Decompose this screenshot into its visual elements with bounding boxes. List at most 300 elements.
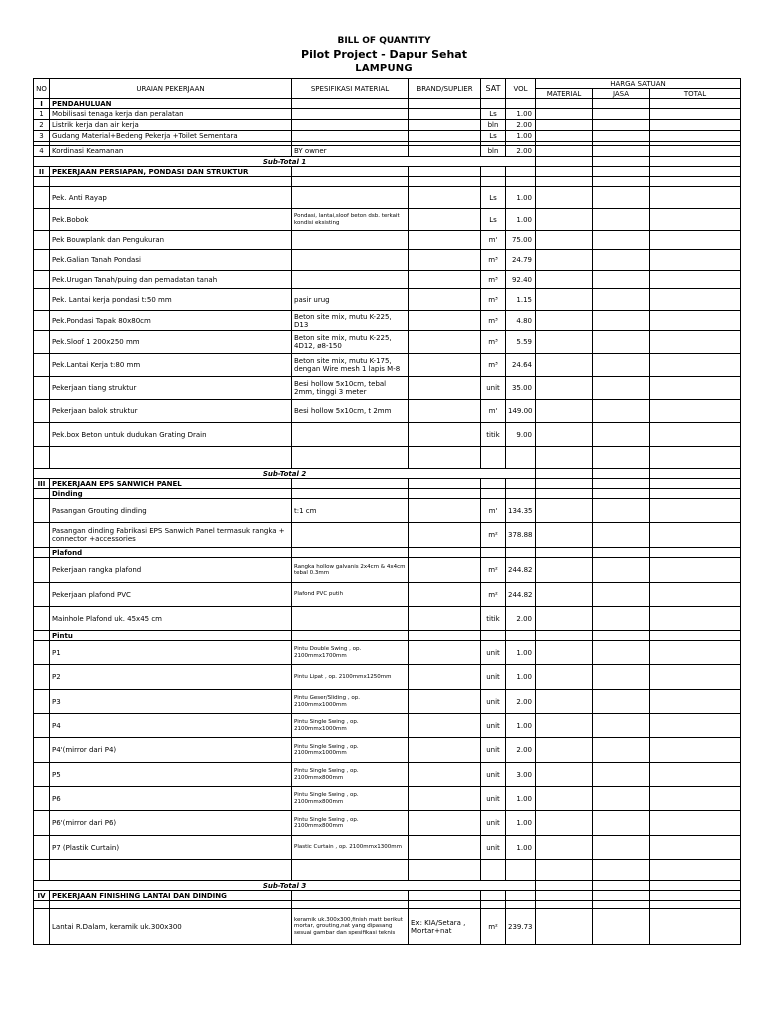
empty-cell (650, 177, 741, 187)
row-number (34, 665, 50, 690)
item-volume: 4.80 (506, 311, 536, 331)
empty-cell (481, 901, 506, 909)
group-row (34, 489, 741, 499)
empty-cell (650, 99, 741, 109)
price-total (650, 763, 741, 787)
empty-cell (409, 479, 481, 489)
price-total (650, 738, 741, 763)
item-spec: Pintu Lipat , op. 2100mmx1250mm (292, 665, 409, 690)
price-total (650, 250, 741, 271)
item-spec: keramik uk.300x300,finish matt berikut mortar, grouting,nat yang dipasang sesuai gambar dan spesifikasi teknis (292, 909, 409, 945)
item-spec: Rangka hollow galvanis 2x4cm & 4x4cm tebal 0.3mm (292, 558, 409, 583)
item-description: Pek.box Beton untuk dudukan Grating Drain (50, 423, 292, 447)
price-jasa (593, 714, 650, 738)
item-description: Listrik kerja dan air kerja (50, 120, 292, 131)
item-row (34, 690, 741, 714)
item-row (34, 811, 741, 836)
empty-cell (34, 177, 50, 187)
empty-cell (650, 901, 741, 909)
item-row (34, 354, 741, 377)
item-spec: Pintu Single Swing , op. 2100mmx800mm (292, 811, 409, 836)
col-brand: BRAND/SUPLIER (409, 79, 481, 99)
price-total (650, 665, 741, 690)
empty-cell (650, 469, 741, 479)
item-row (34, 738, 741, 763)
item-row (34, 400, 741, 423)
empty-cell (593, 631, 650, 641)
row-number (34, 289, 50, 311)
empty-cell (292, 479, 409, 489)
item-spec: Beton site mix, mutu K-225, D13 (292, 311, 409, 331)
item-volume: 1.15 (506, 289, 536, 311)
empty-cell (506, 489, 536, 499)
row-number (34, 690, 50, 714)
item-brand (409, 146, 481, 157)
empty-cell (409, 891, 481, 901)
row-number (34, 489, 50, 499)
item-row (34, 146, 741, 157)
price-total (650, 714, 741, 738)
section-row (34, 99, 741, 109)
item-brand (409, 271, 481, 289)
group-title: Pintu (50, 631, 292, 641)
price-jasa (593, 271, 650, 289)
item-volume: 2.00 (506, 607, 536, 631)
item-brand: Ex: KIA/Setara , Mortar+nat (409, 909, 481, 945)
item-spec: t:1 cm (292, 499, 409, 523)
empty-cell (481, 860, 506, 881)
price-total (650, 109, 741, 120)
price-jasa (593, 289, 650, 311)
item-unit: Ls (481, 209, 506, 231)
col-material: MATERIAL (536, 89, 593, 99)
price-total (650, 909, 741, 945)
item-row (34, 311, 741, 331)
item-spec: Pintu Geser/Sliding , op. 2100mmx1000mm (292, 690, 409, 714)
row-number (34, 787, 50, 811)
empty-cell (593, 489, 650, 499)
price-total (650, 499, 741, 523)
item-unit: Ls (481, 131, 506, 142)
item-volume: 1.00 (506, 665, 536, 690)
price-material (536, 423, 593, 447)
price-material (536, 400, 593, 423)
price-material (536, 289, 593, 311)
item-volume: 35.00 (506, 377, 536, 400)
item-brand (409, 354, 481, 377)
item-description: P6'(mirror dari P6) (50, 811, 292, 836)
empty-cell (409, 548, 481, 558)
col-uraian: URAIAN PEKERJAAN (50, 79, 292, 99)
section-title: PENDAHULUAN (50, 99, 292, 109)
empty-cell (481, 891, 506, 901)
row-number (34, 607, 50, 631)
empty-cell (409, 860, 481, 881)
item-row (34, 271, 741, 289)
item-row (34, 523, 741, 548)
price-jasa (593, 187, 650, 209)
price-material (536, 641, 593, 665)
item-description: Pekerjaan rangka plafond (50, 558, 292, 583)
empty-cell (292, 860, 409, 881)
empty-cell (536, 469, 593, 479)
price-total (650, 331, 741, 354)
price-material (536, 836, 593, 860)
item-spec: Plafond PVC putih (292, 583, 409, 607)
row-number (34, 558, 50, 583)
item-brand (409, 641, 481, 665)
item-volume: 1.00 (506, 811, 536, 836)
empty-cell (409, 631, 481, 641)
price-jasa (593, 131, 650, 142)
price-material (536, 607, 593, 631)
section-title: PEKERJAAN FINISHING LANTAI DAN DINDING (50, 891, 292, 901)
empty-cell (481, 631, 506, 641)
row-number (34, 377, 50, 400)
item-row (34, 231, 741, 250)
item-unit: unit (481, 641, 506, 665)
price-total (650, 209, 741, 231)
price-total (650, 311, 741, 331)
item-brand (409, 763, 481, 787)
item-row (34, 641, 741, 665)
item-description: Pek.Galian Tanah Pondasi (50, 250, 292, 271)
price-material (536, 250, 593, 271)
empty-cell (50, 447, 292, 469)
price-total (650, 607, 741, 631)
subtotal-label: Sub-Total 1 (34, 157, 536, 167)
price-total (650, 558, 741, 583)
item-spec: Pintu Single Swing , op. 2100mmx1000mm (292, 714, 409, 738)
price-material (536, 583, 593, 607)
price-material (536, 271, 593, 289)
item-description: Pek. Lantai kerja pondasi t:50 mm (50, 289, 292, 311)
item-unit: m² (481, 523, 506, 548)
price-material (536, 109, 593, 120)
item-volume: 2.00 (506, 690, 536, 714)
table-body (34, 99, 741, 945)
item-brand (409, 690, 481, 714)
empty-cell (536, 631, 593, 641)
item-volume: 1.00 (506, 209, 536, 231)
item-brand (409, 607, 481, 631)
empty-cell (593, 881, 650, 891)
price-jasa (593, 423, 650, 447)
empty-cell (506, 167, 536, 177)
item-unit: m³ (481, 311, 506, 331)
empty-cell (506, 860, 536, 881)
price-jasa (593, 250, 650, 271)
empty-cell (650, 548, 741, 558)
price-material (536, 187, 593, 209)
empty-cell (481, 99, 506, 109)
row-number (34, 909, 50, 945)
price-material (536, 811, 593, 836)
section-row (34, 479, 741, 489)
price-jasa (593, 331, 650, 354)
price-total (650, 811, 741, 836)
item-description: Pek.Lantai Kerja t:80 mm (50, 354, 292, 377)
item-unit: m³ (481, 289, 506, 311)
item-volume: 1.00 (506, 109, 536, 120)
price-jasa (593, 311, 650, 331)
empty-cell (50, 901, 292, 909)
col-jasa: JASA (593, 89, 650, 99)
item-spec (292, 423, 409, 447)
item-unit: m³ (481, 250, 506, 271)
empty-cell (593, 167, 650, 177)
empty-cell (593, 548, 650, 558)
item-unit: unit (481, 836, 506, 860)
item-brand (409, 665, 481, 690)
row-number: I (34, 99, 50, 109)
item-spec (292, 109, 409, 120)
doc-title: BILL OF QUANTITY (337, 36, 431, 46)
item-brand (409, 836, 481, 860)
price-material (536, 558, 593, 583)
empty-cell (409, 901, 481, 909)
item-description: P3 (50, 690, 292, 714)
empty-cell (650, 891, 741, 901)
item-spec: Pintu Single Swing , op. 2100mmx800mm (292, 787, 409, 811)
item-description: Pasangan Grouting dinding (50, 499, 292, 523)
item-brand (409, 423, 481, 447)
price-jasa (593, 909, 650, 945)
empty-cell (593, 99, 650, 109)
empty-cell (506, 891, 536, 901)
item-volume: 92.40 (506, 271, 536, 289)
item-unit: unit (481, 787, 506, 811)
item-row (34, 187, 741, 209)
item-unit: m² (481, 558, 506, 583)
item-volume: 1.00 (506, 131, 536, 142)
item-brand (409, 787, 481, 811)
item-unit: m³ (481, 331, 506, 354)
item-volume: 2.00 (506, 738, 536, 763)
empty-cell (593, 177, 650, 187)
item-unit: m' (481, 499, 506, 523)
empty-cell (536, 489, 593, 499)
blank-row (34, 901, 741, 909)
item-unit: bln (481, 120, 506, 131)
empty-cell (650, 447, 741, 469)
row-number (34, 523, 50, 548)
item-brand (409, 131, 481, 142)
row-number: 1 (34, 109, 50, 120)
col-vol: VOL (506, 79, 536, 99)
item-description: Mobilisasi tenaga kerja dan peralatan (50, 109, 292, 120)
price-total (650, 187, 741, 209)
item-spec: Besi hollow 5x10cm, t 2mm (292, 400, 409, 423)
item-spec (292, 271, 409, 289)
empty-cell (506, 901, 536, 909)
item-unit: m' (481, 400, 506, 423)
empty-cell (506, 479, 536, 489)
item-description: Pek. Anti Rayap (50, 187, 292, 209)
price-material (536, 377, 593, 400)
empty-cell (481, 548, 506, 558)
row-number (34, 187, 50, 209)
price-material (536, 787, 593, 811)
item-spec (292, 131, 409, 142)
row-number (34, 311, 50, 331)
price-jasa (593, 146, 650, 157)
item-row (34, 583, 741, 607)
item-spec: Beton site mix, mutu K-175, dengan Wire mesh 1 lapis M-8 (292, 354, 409, 377)
price-jasa (593, 665, 650, 690)
price-jasa (593, 400, 650, 423)
item-brand (409, 331, 481, 354)
row-number (34, 271, 50, 289)
item-spec (292, 231, 409, 250)
empty-cell (481, 489, 506, 499)
price-material (536, 120, 593, 131)
item-volume: 2.00 (506, 120, 536, 131)
item-spec: Pintu Double Swing , op. 2100mmx1700mm (292, 641, 409, 665)
price-material (536, 738, 593, 763)
row-number (34, 331, 50, 354)
price-total (650, 583, 741, 607)
empty-cell (409, 177, 481, 187)
item-volume: 24.79 (506, 250, 536, 271)
price-material (536, 209, 593, 231)
item-description: P6 (50, 787, 292, 811)
empty-cell (536, 167, 593, 177)
col-sat: SAT (481, 79, 506, 99)
item-brand (409, 499, 481, 523)
item-description: Gudang Material+Bedeng Pekerja +Toilet Sementara (50, 131, 292, 142)
price-material (536, 499, 593, 523)
row-number (34, 548, 50, 558)
row-number (34, 811, 50, 836)
item-unit: unit (481, 690, 506, 714)
item-description: Pekerjaan plafond PVC (50, 583, 292, 607)
empty-cell (650, 860, 741, 881)
price-total (650, 131, 741, 142)
price-jasa (593, 787, 650, 811)
item-spec: Pintu Single Swing , op. 2100mmx1000mm (292, 738, 409, 763)
row-number (34, 499, 50, 523)
empty-cell (593, 469, 650, 479)
item-spec (292, 187, 409, 209)
item-unit: unit (481, 811, 506, 836)
item-brand (409, 209, 481, 231)
item-spec: Plastic Curtain , op. 2100mmx1300mm (292, 836, 409, 860)
item-row (34, 120, 741, 131)
empty-cell (536, 860, 593, 881)
empty-cell (292, 489, 409, 499)
empty-cell (409, 447, 481, 469)
item-row (34, 377, 741, 400)
row-number (34, 250, 50, 271)
empty-cell (506, 548, 536, 558)
price-material (536, 665, 593, 690)
item-volume: 5.59 (506, 331, 536, 354)
col-spesifikasi: SPESIFIKASI MATERIAL (292, 79, 409, 99)
price-jasa (593, 523, 650, 548)
row-number: IV (34, 891, 50, 901)
price-jasa (593, 583, 650, 607)
price-material (536, 714, 593, 738)
empty-cell (506, 177, 536, 187)
item-row (34, 423, 741, 447)
item-spec: Besi hollow 5x10cm, tebal 2mm, tinggi 3 meter (292, 377, 409, 400)
price-total (650, 787, 741, 811)
empty-cell (536, 881, 593, 891)
item-brand (409, 250, 481, 271)
empty-cell (536, 157, 593, 167)
item-unit: Ls (481, 109, 506, 120)
item-volume: 1.00 (506, 787, 536, 811)
subtotal-row (34, 157, 741, 167)
price-jasa (593, 120, 650, 131)
empty-cell (650, 489, 741, 499)
item-spec (292, 120, 409, 131)
item-spec: pasir urug (292, 289, 409, 311)
row-number (34, 209, 50, 231)
item-volume: 1.00 (506, 187, 536, 209)
price-total (650, 231, 741, 250)
item-volume: 134.35 (506, 499, 536, 523)
item-brand (409, 811, 481, 836)
item-spec: Pondasi, lantai,sloof beton dsb. terkait kondisi eksisting (292, 209, 409, 231)
item-brand (409, 558, 481, 583)
item-unit: titik (481, 607, 506, 631)
item-volume: 2.00 (506, 146, 536, 157)
row-number: 3 (34, 131, 50, 142)
empty-cell (50, 860, 292, 881)
item-brand (409, 109, 481, 120)
price-total (650, 690, 741, 714)
price-jasa (593, 209, 650, 231)
group-title: Dinding (50, 489, 292, 499)
empty-cell (593, 901, 650, 909)
blank-row (34, 447, 741, 469)
empty-cell (650, 631, 741, 641)
item-volume: 9.00 (506, 423, 536, 447)
item-unit: unit (481, 377, 506, 400)
price-jasa (593, 231, 650, 250)
price-jasa (593, 377, 650, 400)
price-total (650, 641, 741, 665)
empty-cell (292, 167, 409, 177)
item-description: P2 (50, 665, 292, 690)
empty-cell (593, 891, 650, 901)
item-unit: m² (481, 909, 506, 945)
subtotal-row (34, 469, 741, 479)
row-number (34, 631, 50, 641)
empty-cell (292, 447, 409, 469)
item-row (34, 909, 741, 945)
price-total (650, 146, 741, 157)
table-header (34, 79, 741, 99)
item-brand (409, 311, 481, 331)
item-unit: unit (481, 714, 506, 738)
empty-cell (481, 479, 506, 489)
item-brand (409, 583, 481, 607)
empty-cell (292, 631, 409, 641)
price-total (650, 377, 741, 400)
subtotal-row (34, 881, 741, 891)
empty-cell (292, 548, 409, 558)
row-number: III (34, 479, 50, 489)
item-volume: 3.00 (506, 763, 536, 787)
price-jasa (593, 836, 650, 860)
item-description: Pek.Sloof 1 200x250 mm (50, 331, 292, 354)
item-volume: 1.00 (506, 714, 536, 738)
item-volume: 75.00 (506, 231, 536, 250)
empty-cell (506, 447, 536, 469)
